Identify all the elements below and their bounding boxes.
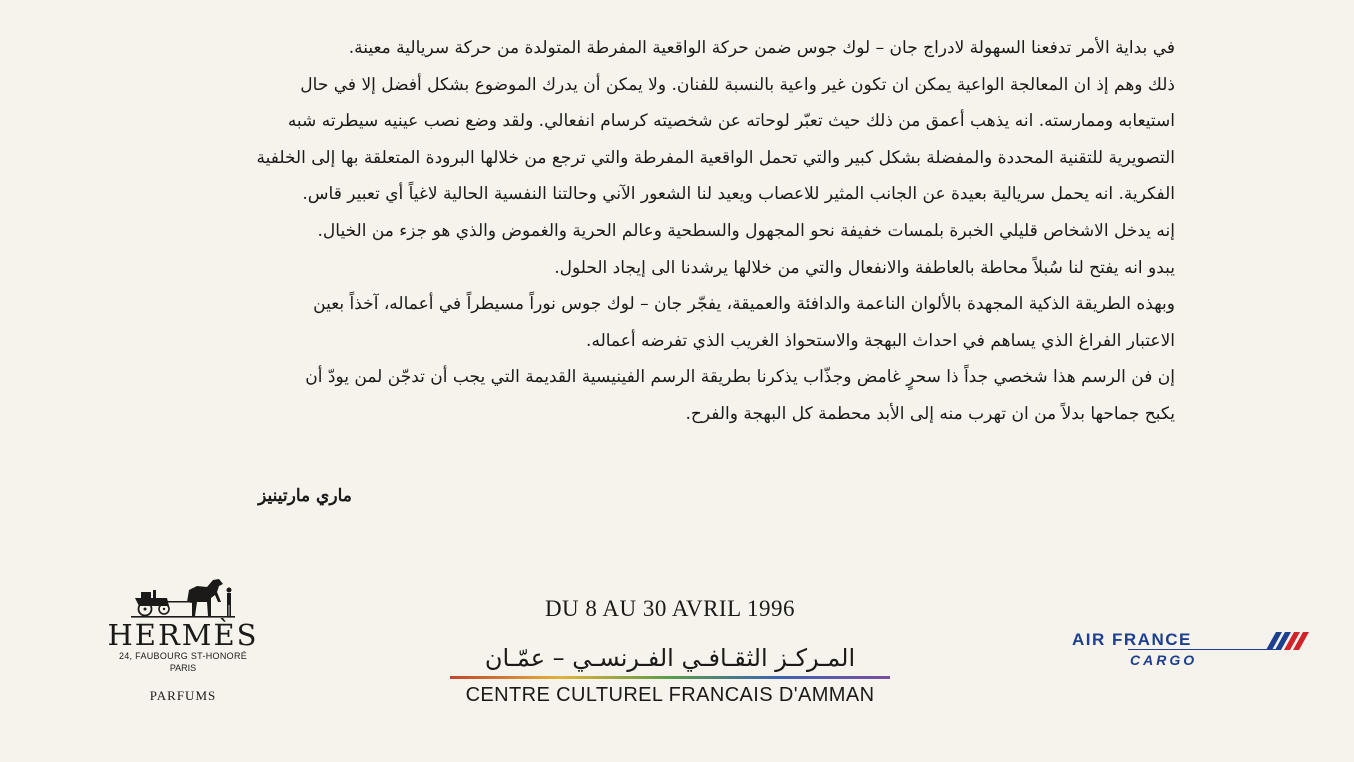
cultural-centre-block [430, 594, 910, 709]
text-line: الفكرية. انه يحمل سريالية بعيدة عن الجانب المثير للاعصاب ويعيد لنا الشعور الآني وحالتنا النفسية الحالية لاغياً أي تعبير قاس. [302, 184, 1175, 205]
text-line: يبدو انه يفتح لنا سُبلاً محاطة بالعاطفة والانفعال والتي من خلالها يرشدنا الى إيجاد الحلول. [554, 257, 1175, 278]
text-line: ذلك وهم إذ ان المعالجة الواعية يمكن ان تكون غير واعية بالنسبة للفنان. ولا يمكن أن يدرك الموضوع بشكل أفضل إلا في حال [300, 74, 1175, 95]
cargo-divider [1128, 649, 1280, 650]
hermes-brand-name: HERMÈS [107, 618, 259, 652]
air-france-name: AIR FRANCE [1072, 630, 1192, 649]
hermes-carriage-icon [127, 576, 239, 620]
text-line: التصويرية للتقنية المحددة والمفضلة بشكل كبير والتي تحمل الواقعية المفرطة والتي ترجع من خلالها البرودة المتعلقة بها إلى الخلفية [256, 147, 1175, 168]
hermes-city: PARIS [169, 663, 197, 673]
text-line: يكبح جماحها بدلاً من ان تهرب منه إلى الأبد محطمة كل البهجة والفرح. [685, 403, 1175, 424]
rainbow-divider [450, 676, 890, 679]
exhibition-dates: DU 8 AU 30 AVRIL 1996 [544, 596, 796, 621]
hermes-parfums-label: PARFUMS [149, 688, 217, 703]
text-line: في بداية الأمر تدفعنا السهولة لادراج جان – لوك جوس ضمن حركة الواقعية المفرطة المتولدة من حركة سريالية معينة. [348, 38, 1175, 58]
air-france-stripes-icon [1258, 632, 1314, 650]
text-line: إنه يدخل الاشخاص قليلي الخبرة بلمسات خفيفة نحو المجهول والسطحية وعالم الحرية والغموض والذي هو جزء من الخيال. [317, 220, 1175, 241]
text-line: إن فن الرسم هذا شخصي جداً ذا سحرٍ غامض وجذّاب يذكرنا بطريقة الرسم الفينيسية القديمة التي يجب أن تدجّن لمن يودّ أن [305, 367, 1175, 388]
hermes-logo-block [90, 576, 276, 704]
text-line: الاعتبار الفراغ الذي يساهم في احداث البهجة والاستحواذ الغريب الذي تفرضه أعماله. [586, 330, 1175, 351]
text-line: وبهذه الطريقة الذكية المجهدة بالألوان الناعمة والدافئة والعميقة، يفجّر جان – لوك جوس نوراً مسيطراً في أعماله، آخذاً بعين [313, 294, 1175, 315]
author-signature: ماري مارتينيز [258, 486, 352, 506]
centre-arabic-name: المـركـز الثقـافـي الفـرنسـي – عمّـان [484, 644, 856, 672]
arabic-body-text [150, 30, 1175, 433]
centre-french-name: CENTRE CULTUREL FRANCAIS D'AMMAN [465, 684, 875, 706]
air-france-cargo-label: CARGO [1130, 652, 1198, 668]
text-line: استيعابه وممارسته. انه يذهب أعمق من ذلك حيث تعبّر لوحاته عن شخصيته كرسام انفعالي. ولقد وضع نصب عينيه سيطرته شبه [287, 111, 1175, 132]
hermes-address: 24, FAUBOURG ST-HONORÉ [118, 651, 248, 661]
